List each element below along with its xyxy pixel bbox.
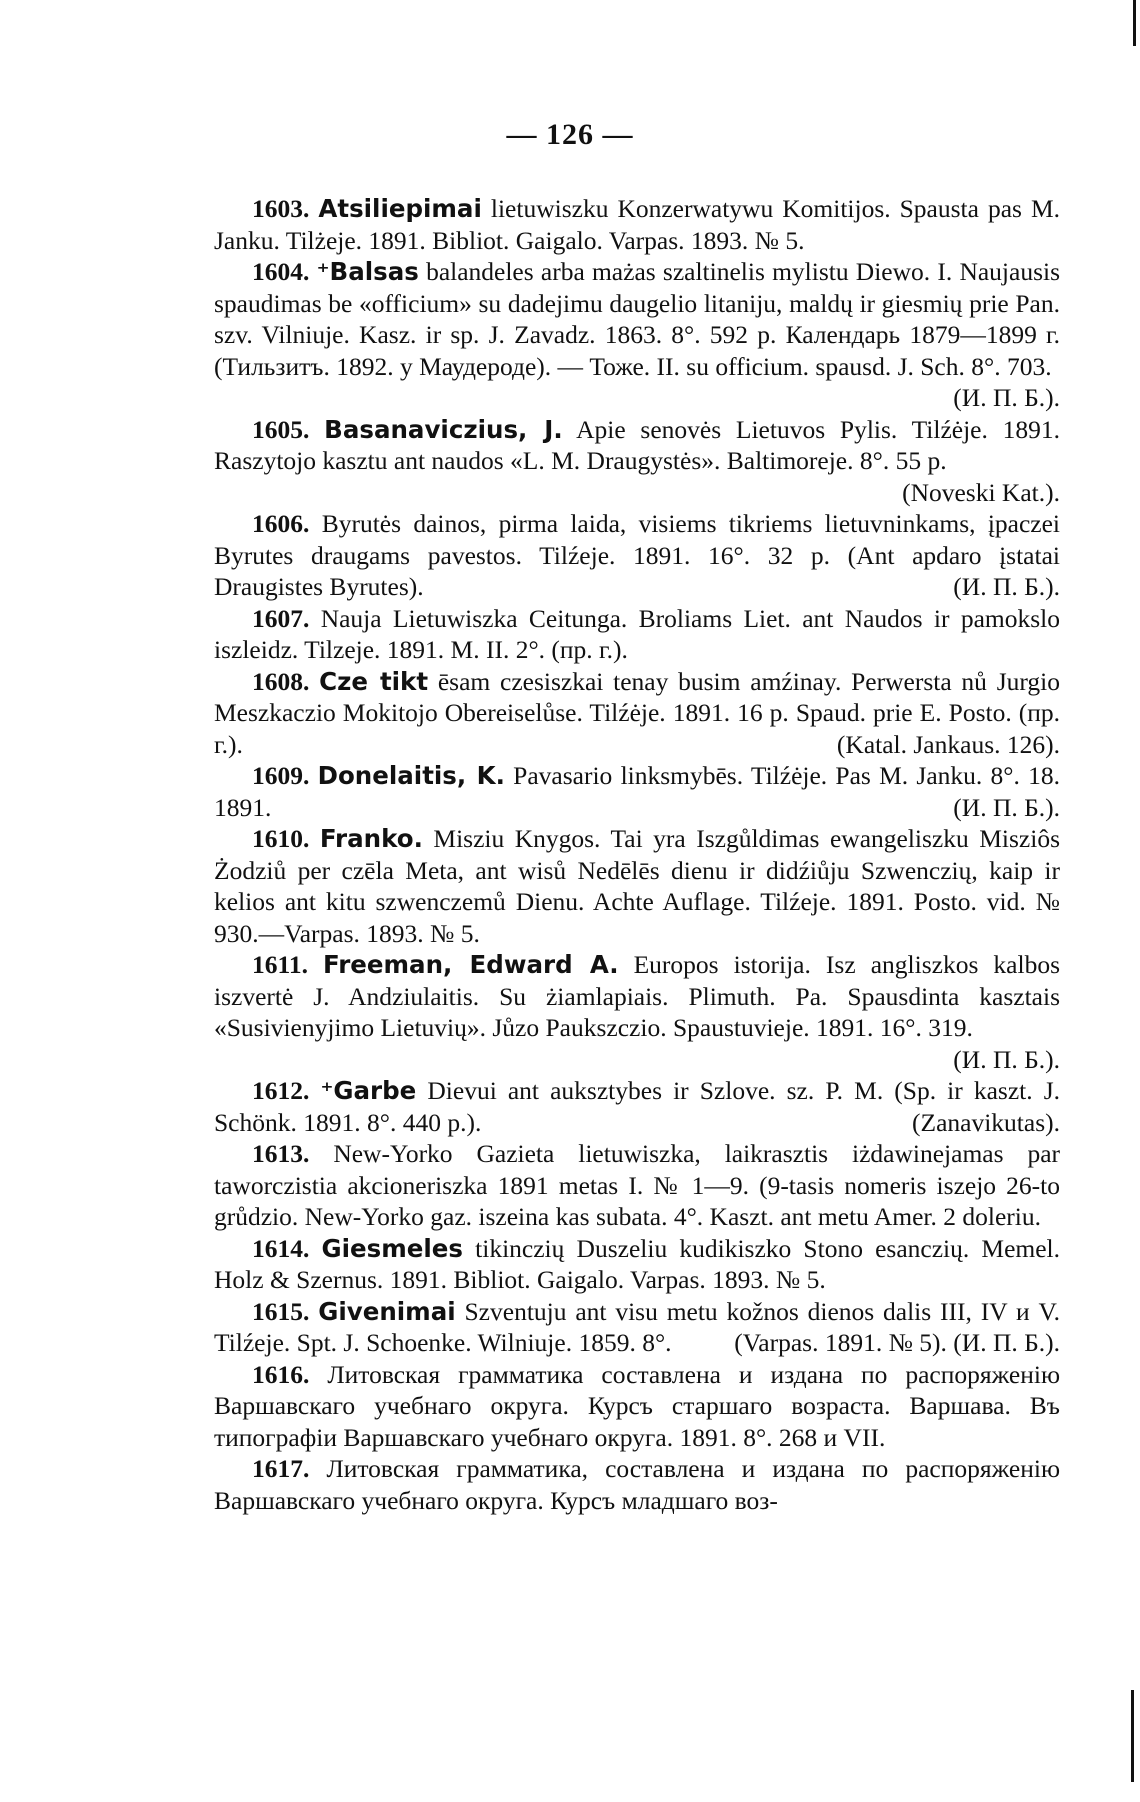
entry-number: 1603. [252, 194, 310, 223]
entry-reference: (Varpas. 1891. № 5). (И. П. Б.). [734, 1328, 1060, 1357]
entry-1604 [214, 256, 1060, 414]
entry-reference: (Zanavikutas). [912, 1107, 1060, 1137]
entry-text: New-Yorko Gazieta lietuwiszka, laikrasztis iżdawinejamas par taworczistia akcioneriszka 1891 metas I. № 1—9. (9-tasis nomeris iszejo 26-to grůdzio. New-Yorko gaz. iszeina kas subata. 4°. Kaszt. ant metu Amer. 2 doleriu. [214, 1139, 1061, 1231]
entry-1605 [214, 414, 1060, 509]
scan-edge-mark-bottom [1131, 1690, 1134, 1782]
entry-text: Apie senovės Lietuvos Pylis. Tilźėje. 1891. Raszytojo kasztu ant naudos «L. M. Draugystės». Baltimoreje. 8°. 55 p. [214, 414, 1061, 475]
entry-text: balandeles arba mażas szaltinelis mylistu Diewo. I. Naujausis spaudimas be «officium» su dadejimu daugelio litaniju, maldų ir giesmių prie Pan. szv. Vilniuje. Kasz. ir sp. J. Zavadz. 1863. 8°. 592 p. Календарь 1879—1899 г. (Тильзитъ. 1892. у Маудероде). — Тоже. II. su officium. spausd. J. Sch. 8°. 703. [214, 257, 1061, 381]
entry-number: 1612. [252, 1076, 310, 1105]
entry-keyword: Donelaitis, K. [317, 761, 505, 790]
entry-keyword: Atsiliepimai [318, 194, 482, 223]
entry-keyword: Cze tikt [319, 666, 429, 696]
entry-reference: (Noveski Kat.). [902, 477, 1060, 507]
entry-reference: (И. П. Б.). [953, 792, 1060, 822]
entry-reference: (И. П. Б.). [953, 383, 1060, 412]
entry-text: Pavasario linksmybēs. Tilźėje. Pas M. Janku. 8°. 18. 1891. [214, 761, 1060, 822]
entry-reference: (И. П. Б.). [953, 572, 1060, 601]
entry-keyword: Givenimai [318, 1296, 456, 1326]
entry-number: 1609. [252, 761, 310, 790]
entry-text: Литовская грамматика составлена и издана по распоряженію Варшавскаго учебнаго округа. Курсъ старшаго возраста. Варшава. Въ типографіи Варшавскаго учебнаго округа. 1891. 8°. 268 и VII. [214, 1359, 1060, 1452]
entry-1609 [214, 760, 1060, 823]
entry-text: Europos istorija. Isz angliszkos kalbos iszvertė J. Andziulaitis. Su żiamlapiais. Plimuth. Pa. Spausdinta kasztais «Susivienyjimo Lietuvių». Jůzo Paukszczio. Spaustuvieje. 1891. 16°. 319. [214, 950, 1061, 1042]
entry-text: Литовская грамматика, составлена и издана по распоряженію Варшавскаго учебнаго округа. Курсъ младшаго воз- [214, 1454, 1060, 1515]
entry-1610 [214, 823, 1060, 949]
entry-1613 [214, 1138, 1060, 1233]
entry-1616 [214, 1359, 1060, 1454]
entry-text: lietuwiszku Konzerwatywu Komitijos. Spausta pas M. Janku. Tilżeje. 1891. Bibliot. Gaigalo. Varpas. 1893. № 5. [214, 194, 1061, 255]
entry-1612 [214, 1075, 1060, 1138]
entry-number: 1617. [252, 1454, 310, 1483]
entry-keyword: ⁺Garbe [320, 1076, 417, 1105]
entry-text: Nauja Lietuwiszka Ceitunga. Broliams Liet. ant Naudos ir pamokslo iszleidz. Tilzeje. 1891. M. II. 2°. (пр. г.). [214, 603, 1060, 664]
entry-1606 [214, 508, 1060, 603]
entry-text: tikinczių Duszeliu kudikiszko Stono esanczių. Memel. Holz & Szernus. 1891. Bibliot. Gaigalo. Varpas. 1893. № 5. [214, 1233, 1061, 1294]
entry-number: 1608. [252, 666, 310, 696]
bibliography-list [214, 193, 1060, 1516]
entry-text: Szventuju ant visu metu kožnos dienos dalis III, IV и V. Tilźeje. Spt. J. Schoenke. Wilniuje. 1859. 8°. [214, 1296, 1061, 1357]
entry-number: 1604. [252, 257, 310, 286]
entry-1611 [214, 949, 1060, 1075]
entry-keyword: Giesmeles [321, 1233, 463, 1263]
entry-keyword: Freeman, Edward A. [323, 950, 619, 979]
entry-keyword: ⁺Balsas [316, 257, 419, 286]
entry-number: 1613. [252, 1139, 310, 1168]
entry-1603 [214, 193, 1060, 256]
entry-number: 1611. [252, 950, 308, 979]
entry-keyword: Basanaviczius, J. [324, 414, 563, 444]
entry-number: 1606. [252, 509, 310, 538]
entry-text: Dievui ant auksztybes ir Szlove. sz. P. M. (Sp. ir kaszt. J. Schönk. 1891. 8°. 440 p.). [214, 1076, 1061, 1137]
entry-text: ēsam czesiszkai tenay busim amźinay. Perwersta nů Jurgio Meszkaczio Mokitojo Obereiselůse. Tilźėje. 1891. 16 p. Spaud. prie E. Posto. (пр. г.). [214, 666, 1060, 759]
entry-text: Misziu Knygos. Tai yra Iszgůldimas ewangeliszku Misziôs Żodziů per czēla Meta, ant wisů Nedēlēs dienu ir didźiůju Szwenczių, kaip ir kelios ant kitu szwenczemů Dienu. Achte Auflage. Tilźeje. 1891. Posto. vid. № 930.—Varpas. 1893. № 5. [214, 824, 1060, 948]
entry-reference: (И. П. Б.). [953, 1044, 1060, 1074]
entry-number: 1605. [252, 414, 310, 444]
entry-number: 1616. [252, 1359, 310, 1389]
page-number: — 126 — [506, 118, 634, 151]
entry-number: 1614. [252, 1233, 310, 1263]
entry-number: 1607. [252, 603, 310, 633]
entry-reference: (Katal. Jankaus. 126). [836, 729, 1060, 759]
entry-number: 1610. [252, 824, 310, 853]
entry-1607 [214, 603, 1060, 666]
entry-1608 [214, 666, 1060, 761]
entry-1615 [214, 1296, 1060, 1359]
entry-keyword: Franko. [319, 824, 423, 853]
entry-1617 [214, 1453, 1060, 1516]
entry-1614 [214, 1233, 1060, 1296]
scan-edge-mark-top [1133, 0, 1136, 46]
entry-text: Byrutės dainos, pirma laida, visiems tikriems lietuvninkams, įpaczei Byrutes draugams pavestos. Tilźeje. 1891. 16°. 32 p. (Ant apdaro įstatai Draugistes Byrutes). [214, 509, 1061, 601]
entry-number: 1615. [252, 1296, 310, 1326]
